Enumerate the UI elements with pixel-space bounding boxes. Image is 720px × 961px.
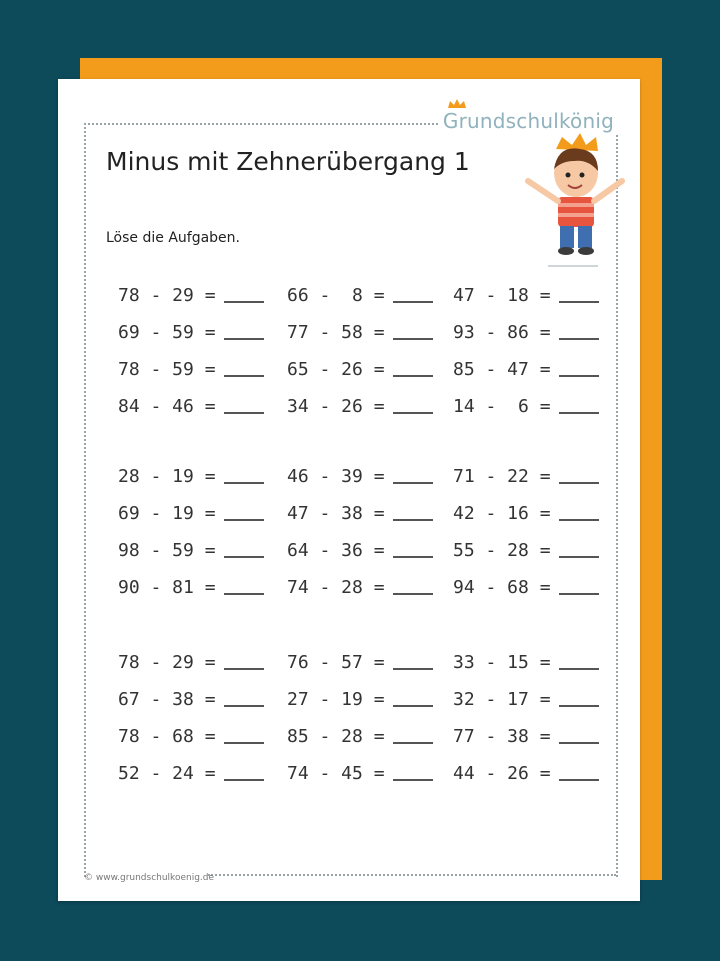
answer-blank[interactable] xyxy=(559,765,599,781)
brand-logo xyxy=(439,109,618,133)
problem-expression: 93 - 86 = xyxy=(453,321,551,343)
problem-expression: 76 - 57 = xyxy=(287,651,385,673)
problem-expression: 77 - 58 = xyxy=(287,321,385,343)
problem-expression: 78 - 68 = xyxy=(118,725,216,747)
answer-blank[interactable] xyxy=(393,361,433,377)
math-problem xyxy=(287,535,433,565)
problem-expression: 42 - 16 = xyxy=(453,502,551,524)
problem-expression: 52 - 24 = xyxy=(118,762,216,784)
math-problem xyxy=(118,498,264,528)
answer-blank[interactable] xyxy=(393,287,433,303)
math-problem xyxy=(287,721,433,751)
answer-blank[interactable] xyxy=(224,765,264,781)
problem-expression: 85 - 28 = xyxy=(287,725,385,747)
answer-blank[interactable] xyxy=(393,728,433,744)
problem-expression: 74 - 28 = xyxy=(287,576,385,598)
math-problem xyxy=(287,647,433,677)
math-problem xyxy=(287,391,433,421)
page-title: Minus mit Zehnerübergang 1 xyxy=(106,147,470,176)
worksheet-page xyxy=(58,79,640,901)
problem-expression: 69 - 19 = xyxy=(118,502,216,524)
math-problem xyxy=(287,354,433,384)
problem-expression: 47 - 38 = xyxy=(287,502,385,524)
answer-blank[interactable] xyxy=(224,361,264,377)
answer-blank[interactable] xyxy=(559,505,599,521)
problem-expression: 28 - 19 = xyxy=(118,465,216,487)
answer-blank[interactable] xyxy=(224,398,264,414)
problem-expression: 77 - 38 = xyxy=(453,725,551,747)
answer-blank[interactable] xyxy=(393,468,433,484)
crown-icon xyxy=(447,99,467,109)
footer-divider xyxy=(208,874,616,876)
problem-expression: 46 - 39 = xyxy=(287,465,385,487)
answer-blank[interactable] xyxy=(224,542,264,558)
answer-blank[interactable] xyxy=(559,287,599,303)
math-problem xyxy=(453,461,599,491)
answer-blank[interactable] xyxy=(559,468,599,484)
problem-expression: 84 - 46 = xyxy=(118,395,216,417)
problem-expression: 71 - 22 = xyxy=(453,465,551,487)
math-problem xyxy=(453,535,599,565)
answer-blank[interactable] xyxy=(224,654,264,670)
math-problem xyxy=(287,758,433,788)
problem-expression: 44 - 26 = xyxy=(453,762,551,784)
math-problem xyxy=(287,572,433,602)
problem-expression: 74 - 45 = xyxy=(287,762,385,784)
math-problem xyxy=(118,721,264,751)
problem-expression: 67 - 38 = xyxy=(118,688,216,710)
problem-expression: 94 - 68 = xyxy=(453,576,551,598)
math-problem xyxy=(118,647,264,677)
math-problem xyxy=(453,684,599,714)
answer-blank[interactable] xyxy=(559,728,599,744)
math-problem xyxy=(287,317,433,347)
answer-blank[interactable] xyxy=(224,728,264,744)
answer-blank[interactable] xyxy=(393,324,433,340)
answer-blank[interactable] xyxy=(559,542,599,558)
math-problem xyxy=(118,461,264,491)
problem-expression: 47 - 18 = xyxy=(453,284,551,306)
math-problem xyxy=(118,535,264,565)
problem-expression: 65 - 26 = xyxy=(287,358,385,380)
kid-mascot-icon xyxy=(518,131,628,271)
math-problem xyxy=(453,391,599,421)
answer-blank[interactable] xyxy=(393,654,433,670)
answer-blank[interactable] xyxy=(559,324,599,340)
math-problem xyxy=(118,572,264,602)
answer-blank[interactable] xyxy=(393,398,433,414)
math-problem xyxy=(453,317,599,347)
math-problem xyxy=(453,758,599,788)
math-problem xyxy=(118,317,264,347)
problem-expression: 78 - 29 = xyxy=(118,284,216,306)
problem-expression: 90 - 81 = xyxy=(118,576,216,598)
math-problem xyxy=(118,758,264,788)
logo-text: Grundschulkönig xyxy=(442,109,614,133)
math-problem xyxy=(118,354,264,384)
problem-expression: 27 - 19 = xyxy=(287,688,385,710)
answer-blank[interactable] xyxy=(559,691,599,707)
answer-blank[interactable] xyxy=(393,505,433,521)
problem-expression: 33 - 15 = xyxy=(453,651,551,673)
problem-expression: 69 - 59 = xyxy=(118,321,216,343)
problem-expression: 85 - 47 = xyxy=(453,358,551,380)
math-problem xyxy=(118,684,264,714)
problem-expression: 34 - 26 = xyxy=(287,395,385,417)
math-problem xyxy=(453,354,599,384)
answer-blank[interactable] xyxy=(559,398,599,414)
math-problem xyxy=(453,572,599,602)
answer-blank[interactable] xyxy=(559,654,599,670)
math-problem xyxy=(118,280,264,310)
math-problem xyxy=(287,684,433,714)
math-problem xyxy=(453,721,599,751)
math-problem xyxy=(453,280,599,310)
math-problem xyxy=(453,647,599,677)
problem-expression: 32 - 17 = xyxy=(453,688,551,710)
answer-blank[interactable] xyxy=(224,579,264,595)
problem-expression: 55 - 28 = xyxy=(453,539,551,561)
problem-expression: 14 - 6 = xyxy=(453,395,551,417)
answer-blank[interactable] xyxy=(393,542,433,558)
answer-blank[interactable] xyxy=(224,505,264,521)
answer-blank[interactable] xyxy=(559,579,599,595)
problem-expression: 78 - 29 = xyxy=(118,651,216,673)
problem-expression: 64 - 36 = xyxy=(287,539,385,561)
math-problem xyxy=(287,461,433,491)
answer-blank[interactable] xyxy=(224,468,264,484)
answer-blank[interactable] xyxy=(559,361,599,377)
problem-expression: 98 - 59 = xyxy=(118,539,216,561)
instruction-text: Löse die Aufgaben. xyxy=(106,230,240,246)
answer-blank[interactable] xyxy=(393,579,433,595)
footer-text: © www.grundschulkoenig.de xyxy=(84,873,215,883)
answer-blank[interactable] xyxy=(224,691,264,707)
answer-blank[interactable] xyxy=(393,765,433,781)
answer-blank[interactable] xyxy=(393,691,433,707)
answer-blank[interactable] xyxy=(224,287,264,303)
math-problem xyxy=(118,391,264,421)
math-problem xyxy=(453,498,599,528)
answer-blank[interactable] xyxy=(224,324,264,340)
math-problem xyxy=(287,280,433,310)
problem-expression: 78 - 59 = xyxy=(118,358,216,380)
math-problem xyxy=(287,498,433,528)
problem-expression: 66 - 8 = xyxy=(287,284,385,306)
